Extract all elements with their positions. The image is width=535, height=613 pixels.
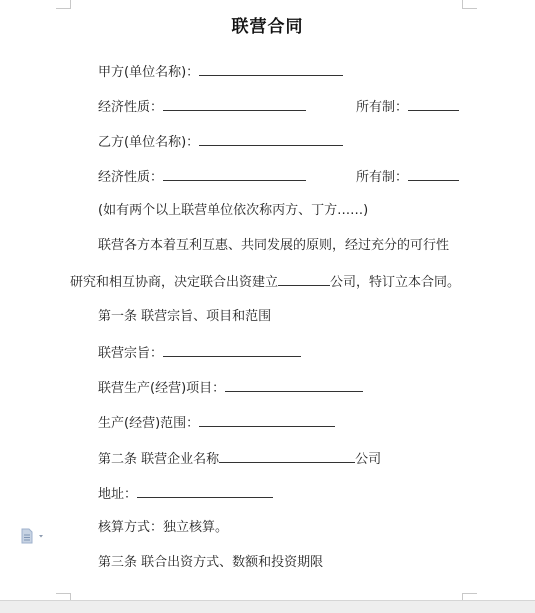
purpose-line <box>98 343 301 363</box>
party-a-line <box>98 62 343 82</box>
ownership-line-2 <box>356 167 459 187</box>
ownership-label: 所有制： <box>356 100 409 115</box>
address-label: 地址： <box>98 487 138 502</box>
intro-line-2-end: 公司，特订立本合同。 <box>330 275 461 290</box>
ownership-blank <box>408 97 459 111</box>
party-b-label: 乙方(单位名称)： <box>98 135 200 150</box>
party-a-label: 甲方(单位名称)： <box>98 65 200 80</box>
address-blank <box>137 484 273 498</box>
purpose-blank <box>163 343 301 357</box>
page-corner-mark <box>56 0 71 9</box>
article-3-heading: 第三条 联合出资方式、数额和投资期限 <box>98 555 324 570</box>
ownership-label-2: 所有制： <box>356 170 409 185</box>
project-blank <box>225 378 363 392</box>
econ-nature-line <box>98 97 306 117</box>
page-corner-mark <box>462 0 477 9</box>
econ-nature-line-2 <box>98 167 306 187</box>
ownership-blank-2 <box>408 167 459 181</box>
accounting-line: 核算方式：独立核算。 <box>98 520 229 535</box>
econ-nature-blank-2 <box>163 167 306 181</box>
company-name-blank <box>278 272 330 286</box>
note-line: (如有两个以上联营单位依次称丙方、丁方……) <box>98 203 369 218</box>
intro-line-2-start: 研究和相互协商，决定联合出资建立 <box>70 275 279 290</box>
party-b-line <box>98 132 343 152</box>
ownership-line <box>356 97 459 117</box>
enterprise-name-blank <box>219 449 355 463</box>
article-2-heading <box>98 449 381 469</box>
econ-nature-label: 经济性质： <box>98 100 164 115</box>
intro-line-2 <box>70 272 460 292</box>
project-line <box>98 378 363 398</box>
article-1-heading: 第一条 联营宗旨、项目和范围 <box>98 309 272 324</box>
article-2-suffix: 公司 <box>355 452 382 467</box>
project-label: 联营生产(经营)项目： <box>98 381 226 396</box>
page-bottom-edge <box>0 600 535 613</box>
document-title: 联营合同 <box>231 17 304 37</box>
purpose-label: 联营宗旨： <box>98 346 164 361</box>
document-icon[interactable] <box>20 528 46 544</box>
intro-line-1: 联营各方本着互利互惠、共同发展的原则，经过充分的可行性 <box>98 238 450 253</box>
scope-line <box>98 413 335 433</box>
party-a-blank <box>199 62 343 76</box>
party-b-blank <box>199 132 343 146</box>
econ-nature-label-2: 经济性质： <box>98 170 164 185</box>
article-2-label: 第二条 联营企业名称 <box>98 452 220 467</box>
scope-blank <box>199 413 335 427</box>
scope-label: 生产(经营)范围： <box>98 416 200 431</box>
econ-nature-blank <box>163 97 306 111</box>
address-line <box>98 484 273 504</box>
